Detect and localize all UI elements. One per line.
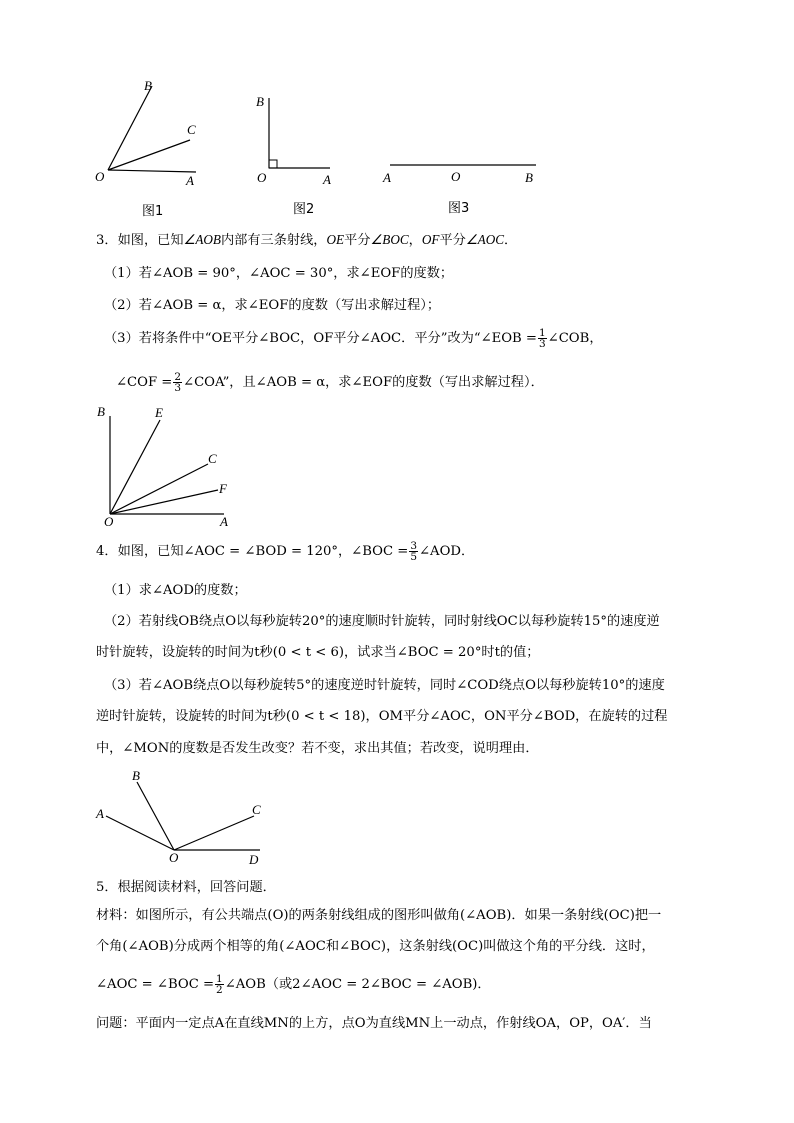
label-F: F (219, 481, 227, 496)
figure-2 (250, 88, 350, 223)
q4-part2-line2: 时针旋转，设旋转的时间为t秒(0 < t < 6)，试求当∠BOC = 20°时t的值； (96, 645, 540, 660)
q3-stem: 3．如图，已知∠AOB内部有三条射线，OE平分∠BOC，OF平分∠AOC． (96, 232, 518, 248)
q5-material-line2: 个角(∠AOB)分成两个相等的角(∠AOC和∠BOC)，这条射线(OC)叫做这个角的平分线．这时， (96, 939, 655, 954)
label-O: O (104, 514, 114, 529)
label-A: A (186, 173, 194, 188)
label-A: A (383, 170, 391, 185)
q4-part3-line2: 逆时针旋转，设旋转的时间为t秒(0 < t < 18)，OM平分∠AOC，ON平分∠BOD，在旋转的过程 (96, 709, 668, 724)
q4-part3-line3: 中，∠MON的度数是否发生改变？若不变，求出其值；若改变，说明理由． (96, 741, 539, 756)
q4-figure (92, 766, 272, 868)
figure-3 (378, 150, 548, 220)
label-A: A (220, 514, 228, 529)
q3-part3-line2: ∠COF = $\frac{2}{3}$ ∠COA”，且∠AOB = α，求∠EOF的度数（写出求解过程）． (116, 371, 544, 394)
caption-fig2: 图2 (293, 202, 315, 217)
label-E: E (155, 405, 163, 420)
caption-fig1: 图1 (142, 204, 164, 219)
label-B: B (525, 170, 533, 185)
q4-stem: 4．如图，已知∠AOC = ∠BOD = 120°，∠BOC = $\frac{3}{5}$ ∠AOD． (96, 540, 475, 563)
q3-part2: （2）若∠AOB = α，求∠EOF的度数（写出求解过程）； (104, 298, 441, 313)
q5-material-line1: 材料：如图所示，有公共端点(O)的两条射线组成的图形叫做角(∠AOB)．如果一条射线(OC)把一 (96, 908, 662, 923)
label-B: B (144, 78, 152, 93)
q5-stem: 5．根据阅读材料，回答问题． (96, 880, 276, 895)
caption-fig3: 图3 (448, 201, 470, 216)
q5-material-line3: ∠AOC = ∠BOC = $\frac{1}{2}$ ∠AOB（或2∠AOC = 2∠BOC = ∠AOB)． (96, 973, 491, 996)
q3-part3-line1: （3）若将条件中“OE平分∠BOC，OF平分∠AOC．平分”改为“∠EOB = $\frac{1}{3}$ ∠COB， (104, 327, 603, 350)
label-O: O (257, 170, 267, 185)
q4-part3-line1: （3）若∠AOB绕点O以每秒旋转5°的速度逆时针旋转，同时∠COD绕点O以每秒旋转10°的速度 (104, 678, 665, 693)
q5-question-line1: 问题：平面内一定点A在直线MN的上方，点O为直线MN上一动点，作射线OA，OP，OA′．当 (96, 1016, 652, 1031)
label-B: B (256, 94, 264, 109)
label-C: C (187, 122, 196, 137)
q3-figure (90, 402, 240, 530)
label-C: C (252, 802, 261, 817)
q3-part1: （1）若∠AOB = 90°，∠AOC = 30°，求∠EOF的度数； (104, 266, 454, 281)
label-O: O (451, 169, 461, 184)
label-B: B (132, 768, 140, 783)
q4-part2-line1: （2）若射线OB绕点O以每秒旋转20°的速度顺时针旋转，同时射线OC以每秒旋转15°的速度逆 (104, 614, 660, 629)
label-A: A (96, 806, 104, 821)
label-D: D (249, 852, 259, 867)
label-B: B (97, 404, 105, 419)
q4-part1: （1）求∠AOD的度数； (104, 583, 247, 598)
label-O: O (95, 169, 105, 184)
label-O: O (169, 850, 179, 865)
label-A: A (323, 172, 331, 187)
figure-1 (88, 72, 218, 222)
label-C: C (208, 451, 217, 466)
